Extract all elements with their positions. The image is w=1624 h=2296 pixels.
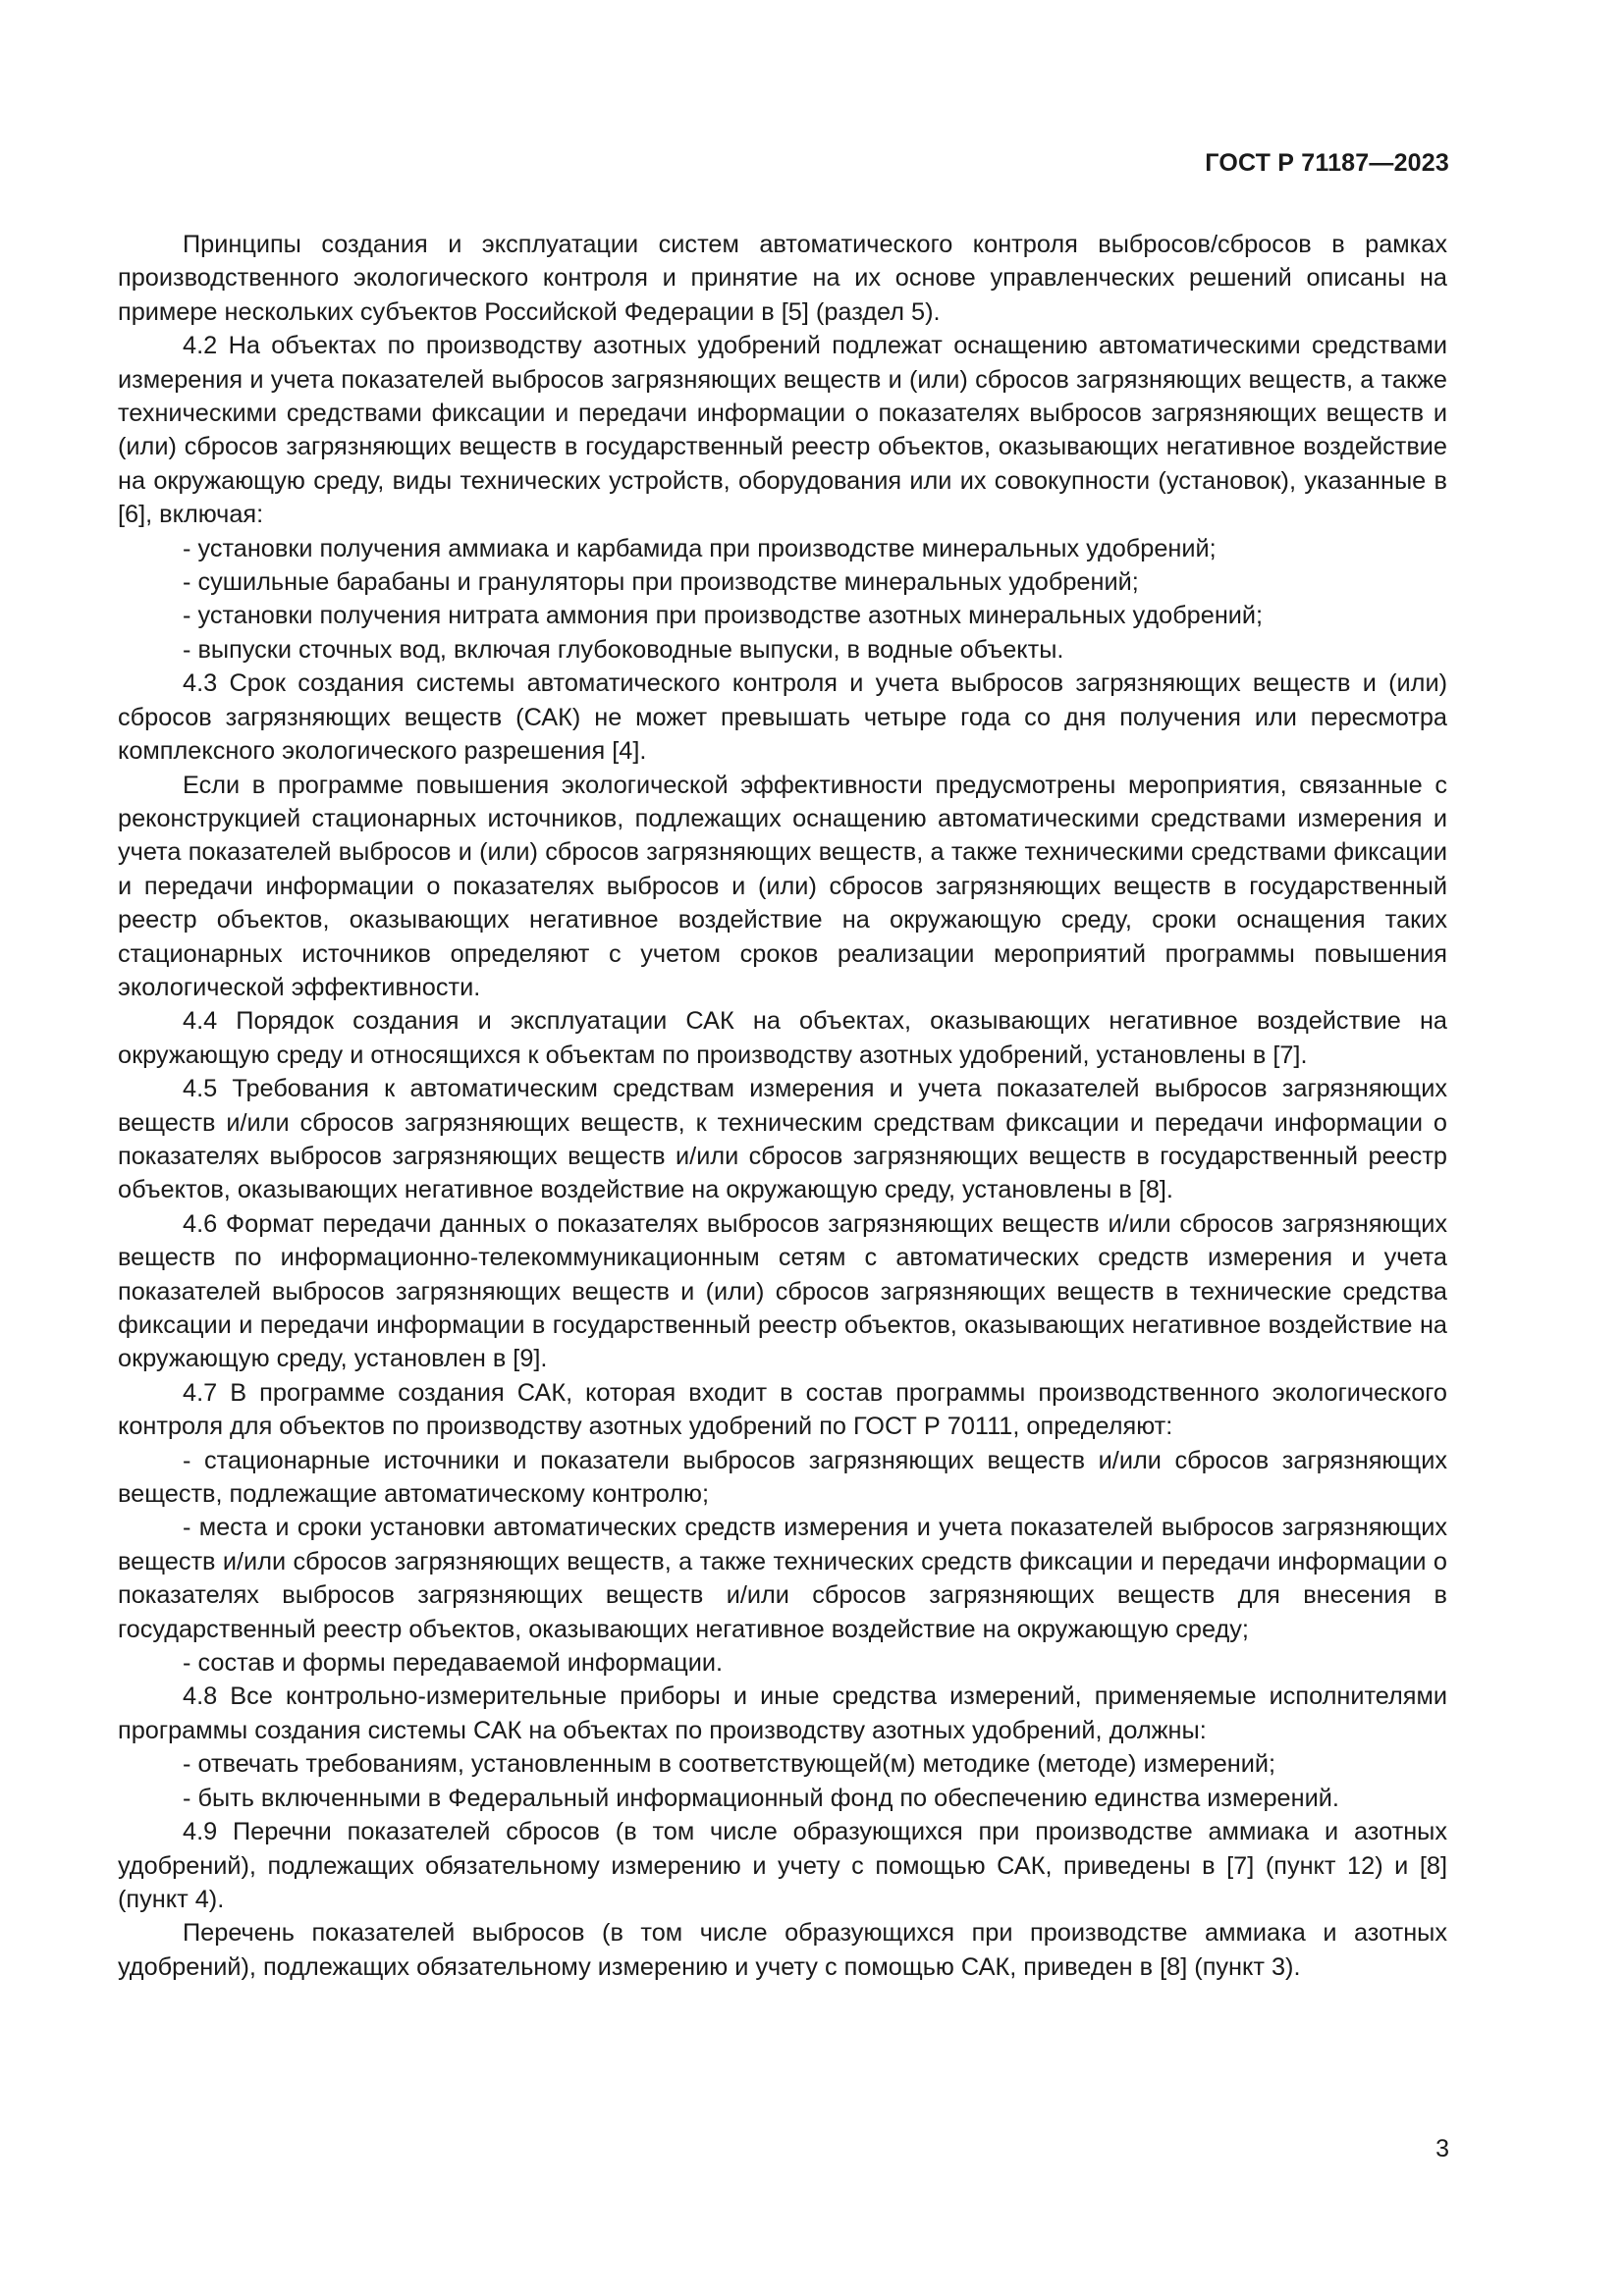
paragraph-principles: Принципы создания и эксплуатации систем автоматического контроля выбросов/сбросов в рамках производственного экологического контроля и принятие на их основе управленческих решений описаны на примере нескольких субъектов Российской Федерации в [5] (раздел 5). bbox=[118, 231, 1447, 326]
list-item: - установки получения аммиака и карбамида при производстве минеральных удобрений; bbox=[183, 534, 1217, 562]
list-item: - места и сроки установки автоматических средств измерения и учета показателей выбросов загрязняющих веществ и/или сбросов загрязняющих веществ, а также технических средств фиксации и передачи информации о показателях выбросов загрязняющих веществ и/или сбросов загрязняющих веществ для внесения в государственный реестр объектов, оказывающих негативное воздействие на окружающую среду; bbox=[118, 1514, 1447, 1643]
paragraph-4-7: 4.7 В программе создания САК, которая входит в состав программы производственного экологического контроля для объектов по производству азотных удобрений по ГОСТ Р 70111, определяют: bbox=[118, 1378, 1447, 1441]
list-item: - стационарные источники и показатели выбросов загрязняющих веществ и/или сбросов загрязняющих веществ, подлежащие автоматическому контролю; bbox=[118, 1446, 1447, 1509]
list-item: - отвечать требованиям, установленным в соответствующей(м) методике (методе) измерений; bbox=[183, 1750, 1276, 1779]
paragraph-program-measures: Если в программе повышения экологической эффективности предусмотрены мероприятия, связанные с реконструкцией стационарных источников, подлежащих оснащению автоматическими средствами измерения и учета показателей выбросов и (или) сбросов загрязняющих веществ, а также техническими средствами фиксации и передачи информации о показателях выбросов и (или) сбросов загрязняющих веществ в государственный реестр объектов, оказывающих негативное воздействие на окружающую среду, сроки оснащения таких стационарных источников определяют с учетом сроков реализации мероприятий программы повышения экологической эффективности. bbox=[118, 771, 1447, 1001]
list-item: - выпуски сточных вод, включая глубоководные выпуски, в водные объекты. bbox=[183, 635, 1064, 664]
document-body bbox=[118, 228, 1447, 1984]
list-item: - состав и формы передаваемой информации. bbox=[183, 1649, 724, 1678]
document-code: ГОСТ Р 71187—2023 bbox=[1205, 149, 1449, 177]
list-item: - установки получения нитрата аммония при производстве азотных минеральных удобрений; bbox=[183, 602, 1264, 630]
paragraph-4-4: 4.4 Порядок создания и эксплуатации САК на объектах, оказывающих негативное воздействие на окружающую среду и относящихся к объектам по производству азотных удобрений, установлены в [7]. bbox=[118, 1007, 1447, 1069]
list-item: - сушильные барабаны и грануляторы при производстве минеральных удобрений; bbox=[183, 568, 1139, 597]
paragraph-4-2: 4.2 На объектах по производству азотных удобрений подлежат оснащению автоматическими средствами измерения и учета показателей выбросов загрязняющих веществ и (или) сбросов загрязняющих веществ, а также техническими средствами фиксации и передачи информации о показателях выбросов загрязняющих веществ и (или) сбросов загрязняющих веществ в государственный реестр объектов, оказывающих негативное воздействие на окружающую среду, виды технических устройств, оборудования или их совокупности (установок), указанные в [6], включая: bbox=[118, 332, 1447, 529]
page-number: 3 bbox=[1435, 2135, 1449, 2163]
paragraph-4-6: 4.6 Формат передачи данных о показателях выбросов загрязняющих веществ и/или сбросов загрязняющих веществ по информационно-телекоммуникационным сетям с автоматических средств измерения и учета показателей выбросов загрязняющих веществ и (или) сбросов загрязняющих веществ в технические средства фиксации и передачи информации в государственный реестр объектов, оказывающих негативное воздействие на окружающую среду, установлен в [9]. bbox=[118, 1209, 1447, 1373]
paragraph-4-3: 4.3 Срок создания системы автоматического контроля и учета выбросов загрязняющих веществ и (или) сбросов загрязняющих веществ (САК) не может превышать четыре года со дня получения или пересмотра комплексного экологического разрешения [4]. bbox=[118, 669, 1447, 766]
list-item: - быть включенными в Федеральный информационный фонд по обеспечению единства измерений. bbox=[183, 1784, 1339, 1812]
paragraph-emissions-list: Перечень показателей выбросов (в том числе образующихся при производстве аммиака и азотных удобрений), подлежащих обязательному измерению и учету с помощью САК, приведен в [8] (пункт 3). bbox=[118, 1919, 1447, 1981]
paragraph-4-8: 4.8 Все контрольно-измерительные приборы и иные средства измерений, применяемые исполнителями программы создания системы САК на объектах по производству азотных удобрений, должны: bbox=[118, 1682, 1447, 1744]
paragraph-4-5: 4.5 Требования к автоматическим средствам измерения и учета показателей выбросов загрязняющих веществ и/или сбросов загрязняющих веществ, к техническим средствам фиксации и передачи информации о показателях выбросов загрязняющих веществ и/или сбросов загрязняющих веществ в государственный реестр объектов, оказывающих негативное воздействие на окружающую среду, установлены в [8]. bbox=[118, 1075, 1447, 1204]
paragraph-4-9: 4.9 Перечни показателей сбросов (в том числе образующихся при производстве аммиака и азотных удобрений), подлежащих обязательному измерению и учету с помощью САК, приведены в [7] (пункт 12) и [8] (пункт 4). bbox=[118, 1818, 1447, 1913]
